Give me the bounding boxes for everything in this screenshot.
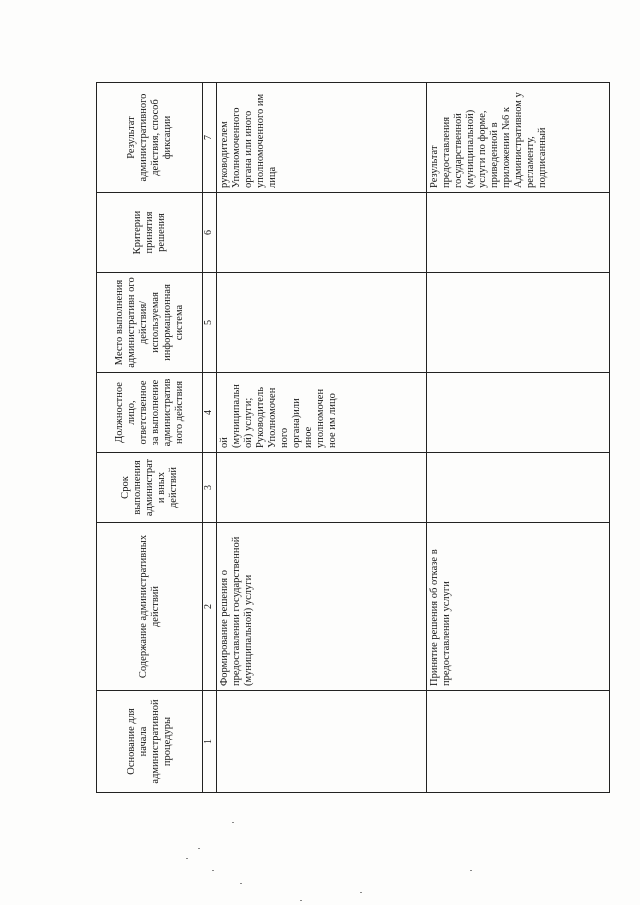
- table-cell: [217, 453, 427, 523]
- table-cell: [217, 691, 427, 793]
- column-number: 5: [203, 273, 217, 373]
- table-cell: Формирование решения о предоставлении государственной (муниципальной) услуги: [217, 523, 427, 691]
- header-cell: Содержание административных действий: [97, 523, 203, 691]
- column-number: 1: [203, 691, 217, 793]
- column-number: 2: [203, 523, 217, 691]
- rotated-table-wrapper: [96, 83, 609, 793]
- table-cell: [427, 691, 610, 793]
- table-cell: [427, 273, 610, 373]
- header-cell: Результат административного действия, способ фиксации: [97, 83, 203, 193]
- column-number: 4: [203, 373, 217, 453]
- table-cell: Результат предоставления государственной (муниципальной) услуги по форме, приведенной в приложении №6 к Административном у регламенту, подписанный: [427, 83, 610, 193]
- table-cell: [217, 273, 427, 373]
- table-cell: руководителем Уполномоченного органа или иного уполномоченного им лица: [217, 83, 427, 193]
- column-number-row: [203, 83, 217, 793]
- header-cell: Критерии принятия решения: [97, 193, 203, 273]
- column-number: 3: [203, 453, 217, 523]
- table-cell: ой (муниципальн ой) услуги; Руководитель Уполномочен ного органа)или иное уполномочен ное им лицо: [217, 373, 427, 453]
- procedure-table: [96, 82, 610, 793]
- table-cell: [427, 373, 610, 453]
- table-row: [427, 83, 610, 793]
- table-cell: [427, 193, 610, 273]
- table-cell: Принятие решения об отказе в предоставлении услуги: [427, 523, 610, 691]
- table-cell: [217, 193, 427, 273]
- header-row: [97, 83, 203, 793]
- header-cell: Основание для начала административной процедуры: [97, 691, 203, 793]
- column-number: 7: [203, 83, 217, 193]
- table-cell: [427, 453, 610, 523]
- header-cell: Должностное лицо, ответственное за выполнение административного действия: [97, 373, 203, 453]
- header-cell: Место выполнения административн ого действия/ используемая информационная система: [97, 273, 203, 373]
- column-number: 6: [203, 193, 217, 273]
- table-row: [217, 83, 427, 793]
- header-cell: Срок выполнения администрати вных действий: [97, 453, 203, 523]
